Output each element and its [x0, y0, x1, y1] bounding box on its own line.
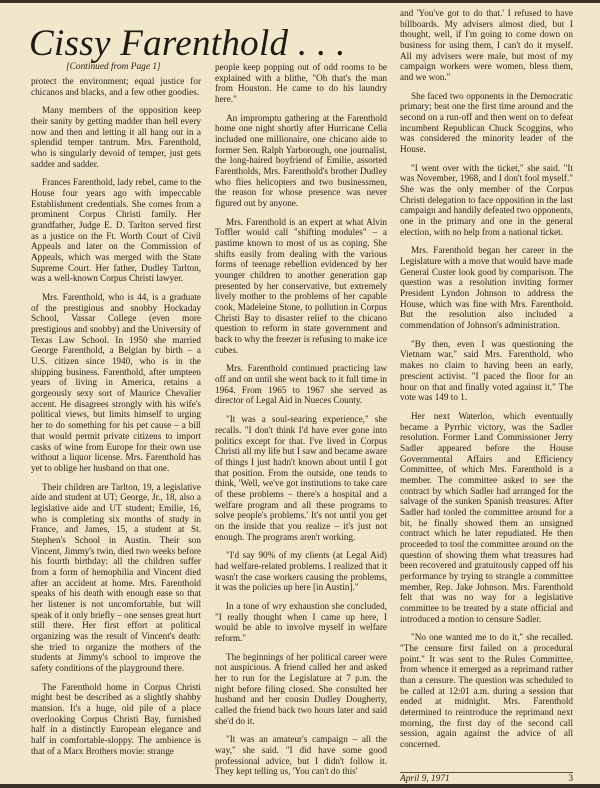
paragraph: Mrs. Farenthold is an expert at what Alvin Toffler would call "shifting modules" – a pastime known to most of us as coping. She shifts easily from dealing with the various forms of teenage rebellion evidenced by her younger children to another generation gap presented by her conservative, but extremely lively mother to the problems of her capable cook, Madeleine Stone, to pollution in Corpus Christi Bay to disaster relief to the chicano question to reform in state government and back to why the freezer is refusing to make ice cubes.: [215, 216, 387, 355]
column-1: [31, 76, 201, 756]
paragraph: "No one wanted me to do it," she recalled. "The censure first failed on a procedural point." It was sent to the Rules Committee, from whence it emerged as a reprimand rather than a censure. The question was scheduled to be called at 12:01 a.m. during a session that ended at midnight. Mrs. Farenthold determined to reintroduce the reprimand next morning, the first day of the second call session, again against the advice of all concerned.: [400, 632, 573, 749]
paragraph: The Farenthold home in Corpus Christi might best be described as a slightly shabby mansion. It's a huge, old pile of a place overlooking Corpus Christi Bay, furnished half in a distinctly European elegance and half in comfortable-sloppy. The ambience is that of a Marx Brothers movie: strange: [31, 681, 201, 756]
paragraph: An impromptu gathering at the Farenthold home one night shortly after Hurricane Celia included one millionaire, one chicano aide to former Sen. Ralph Yarborough, one journalist, the long-haired boyfriend of Emilie, assorted Farentholds, Mrs. Farenthold's brother Dudley who flies helicopters and two businessmen, the reason for whose presence was never figured out by anyone.: [215, 112, 387, 209]
paragraph: Mrs. Farenthold continued practicing law off and on until she went back to it full time in 1964. From 1965 to 1967 she served as director of Legal Aid in Nueces County.: [215, 363, 387, 406]
paragraph: She faced two opponents in the Democratic primary; beat one the first time around and the second on a run-off and then went on to defeat incumbent Republican Chuck Scoggins, who was considered the minority leader of the House.: [400, 90, 573, 155]
paragraph: "It was an amateur's campaign – all the way," she said. "I did have some good professional advice, but I didn't follow it. They kept telling us, 'You can't do this': [215, 734, 387, 777]
paragraph: "I'd say 90% of my clients (at Legal Aid) had welfare-related problems. I realized that it wasn't the case workers causing the problems, it was the policies up here [in Austin].": [215, 550, 387, 593]
paragraph: "By then, even I was questioning the Vietnam war," said Mrs. Farenthold, who makes no claim to having been an early, prescient activist. "I paced the floor for an hour on that and finally voted against it." The vote was 149 to 1.: [400, 338, 573, 403]
article-title: Cissy Farenthold . . .: [29, 23, 346, 64]
paragraph: protect the environment; equal justice for chicanos and blacks, and a few other goodies.: [31, 76, 201, 97]
paragraph: Frances Farenthold, lady rebel, came to the House four years ago with impeccable Establishment credentials. She comes from a prominent Corpus Christi family. Her grandfather, Judge E. D. Tarlton served first as a justice on the Ft. Worth Court of Civil Appeals and later on the Commission of Appeals, which was merged with the State Supreme Court. Her father, Dudley Tarlton, was a well-known Corpus Christi lawyer.: [31, 177, 201, 284]
paragraph: The beginnings of her political career were not auspicious. A friend called her and asked her to run for the Legislature at 7 p.m. the night before filing closed. She consulted her husband and her cousin Dudley Dougherty, called the friend back two hours later and said she'd do it.: [215, 651, 387, 726]
paragraph: "It was a soul-searing experience," she recalls. "I don't think I'd have ever gone into politics except for that. I've lived in Corpus Christi all my life but I saw and became aware of things I just hadn't known about until I got that position. From the outside, one tends to think, 'Well, we've got institutions to take care of these problems – there's a hospital and a welfare program and all these programs to solve people's problems.' It's not until you get on the inside that you realize – it's just not enough. The programs aren't working.: [215, 414, 387, 542]
paragraph: In a tone of wry exhaustion she concluded, "I really thought when I came up here, I would be able to involve myself in welfare reform.": [215, 600, 387, 643]
paragraph: Her next Waterloo, which eventually became a Pyrrhic victory, was the Sadler resolution. Former Land Commissioner Jerry Sadler appeared before the House Governmental Affairs and Efficiency Committee, of which Mrs. Farenthold is a member. The committee asked to see the contract by which Sadler had arranged for the salvage of the sunken Spanish treasures. After Sadler had tooled the committee around for a bit, he finally showed them an unsigned contract which he later repudiated. He then proceeded to tool the committee around on the question of showing them what treasures had been recovered and gratuitously capped off his performance by trying to strangle a committee member, Rep. Jake Johnson. Mrs. Farenthold felt that was no way for a legislative committee to be treated by a state official and introduced a motion to censure Sadler.: [400, 410, 573, 624]
column-2: [215, 62, 387, 777]
paragraph: Their children are Tarlton, 19, a legislative aide and student at UT; George, Jr., 18, also a legislative aide and UT student; Emilie, 16, who is completing six months of study in France, and James, 15, a student at St. Stephen's School in Austin. Their son Vincent, Jimmy's twin, died two weeks before his fourth birthday: all the children suffer from a form of hemophilia and Vincent died after an accident at home. Mrs. Farenthold speaks of his death with enough ease so that her listener is not uncomfortable, but will speak of it only briefly – one senses great hurt still there. Her first effort at political organizing was the result of Vincent's death: she tried to organize the mothers of the students at Jimmy's school to improve the safety conditions of the playground there.: [31, 481, 201, 673]
paragraph: and 'You've got to do that.' I refused to have billboards. My advisers almost died, but I thought, well, if I'm going to come down on business for using them, I can't do it myself. All my advisers were male, but most of my campaign workers were women, bless them, and we won.": [400, 8, 573, 83]
paragraph: people keep popping out of odd rooms to be explained with a blithe, "Oh that's the man from Houston. He came to do his laundry here.": [215, 62, 387, 105]
column-3: [400, 8, 573, 750]
continued-note: [Continued from Page 1]: [66, 62, 161, 72]
page-number: 3: [568, 774, 573, 784]
issue-date: April 9, 1971: [400, 774, 450, 784]
paragraph: "I went over with the ticket," she said. "It was November, 1968, and I don't fool myself." She was the only member of the Corpus Christi delegation to face opposition in the last campaign and handily defeated two opponents, one in the primary and one in the general election, with no help from a national ticket.: [400, 162, 573, 237]
paragraph: Mrs. Farenthold began her career in the Legislature with a move that would have made General Custer look good by comparison. The question was a resolution inviting former President Lyndon Johnson to address the House, which was fine with Mrs. Farenthold. But the resolution also included a commendation of Johnson's administration.: [400, 245, 573, 331]
top-border: [0, 0, 600, 3]
bottom-border: [0, 784, 600, 788]
paragraph: Many members of the opposition keep their sanity by getting madder than hell every now and then and letting it all hang out in a splendid temper tantrum. Mrs. Farenthold, who is singularly devoid of temper, just gets sadder and sadder.: [31, 105, 201, 169]
paragraph: Mrs. Farenthold, who is 44, is a graduate of the prestigious and snobby Hockaday School, Vassar College (even more prestigious and snobby) and the University of Texas Law School. In 1950 she married George Farenthold, a Belgian by birth – a U.S. citizen since 1940, who is in the shipping business. Farenthold, after umpteen years of living in America, retains a gorgeously sexy sort of Maurice Chevalier accent. He disagrees strongly with his wife's political views, but limits himself to urging her to do something for his pet cause – a bill that would permit private citizens to import casks of wine from Europe for their own use without a liquor license. Mrs. Farenthold has yet to oblige her husband on that one.: [31, 292, 201, 473]
